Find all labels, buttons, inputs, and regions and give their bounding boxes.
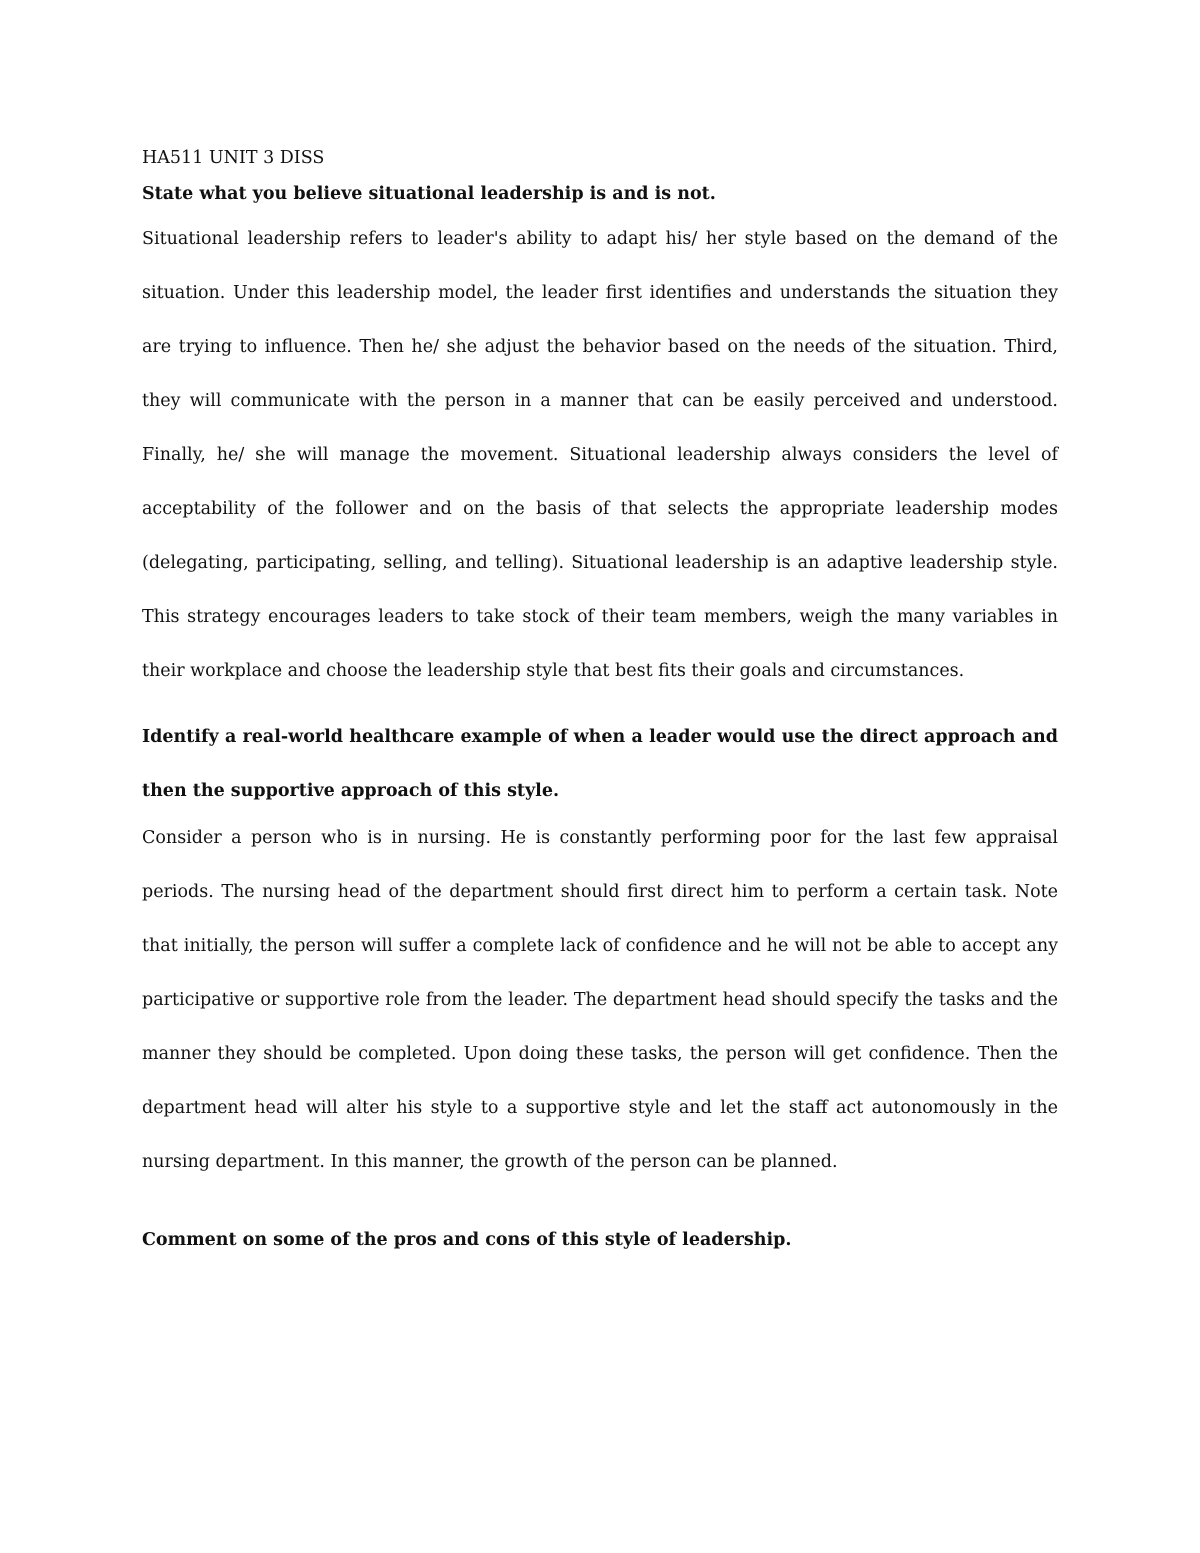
question-3: Comment on some of the pros and cons of this style of leadership. — [142, 1230, 792, 1250]
answer-2: Consider a person who is in nursing. He is constantly performing poor for the last few appraisal periods. The nursing head of the department should first direct him to perform a certain task. Note that initially, the person will suffer a complete lack of confidence and he will not be able to accept any participative or supportive role from the leader. The department head should specify the tasks and the manner they should be completed. Upon doing these tasks, the person will get confidence. Then the department head will alter his style to a supportive style and let the staff act autonomously in the nursing department. In this manner, the growth of the person can be planned. — [142, 828, 1058, 1172]
document-body — [142, 140, 1058, 1267]
question-1: State what you believe situational leadership is and is not. — [142, 184, 716, 204]
question-2: Identify a real-world healthcare example of when a leader would use the direct approach and then the supportive approach of this style. — [142, 727, 1058, 801]
answer-1: Situational leadership refers to leader's ability to adapt his/ her style based on the demand of the situation. Under this leadership model, the leader first identifies and understands the situation they are trying to influence. Then he/ she adjust the behavior based on the needs of the situation. Third, they will communicate with the person in a manner that can be easily perceived and understood. Finally, he/ she will manage the movement. Situational leadership always considers the level of acceptability of the follower and on the basis of that selects the appropriate leadership modes (delegating, participating, selling, and telling). Situational leadership is an adaptive leadership style. This strategy encourages leaders to take stock of their team members, weigh the many variables in their workplace and choose the leadership style that best fits their goals and circumstances. — [142, 229, 1058, 681]
document-title: HA511 UNIT 3 DISS — [142, 148, 325, 168]
